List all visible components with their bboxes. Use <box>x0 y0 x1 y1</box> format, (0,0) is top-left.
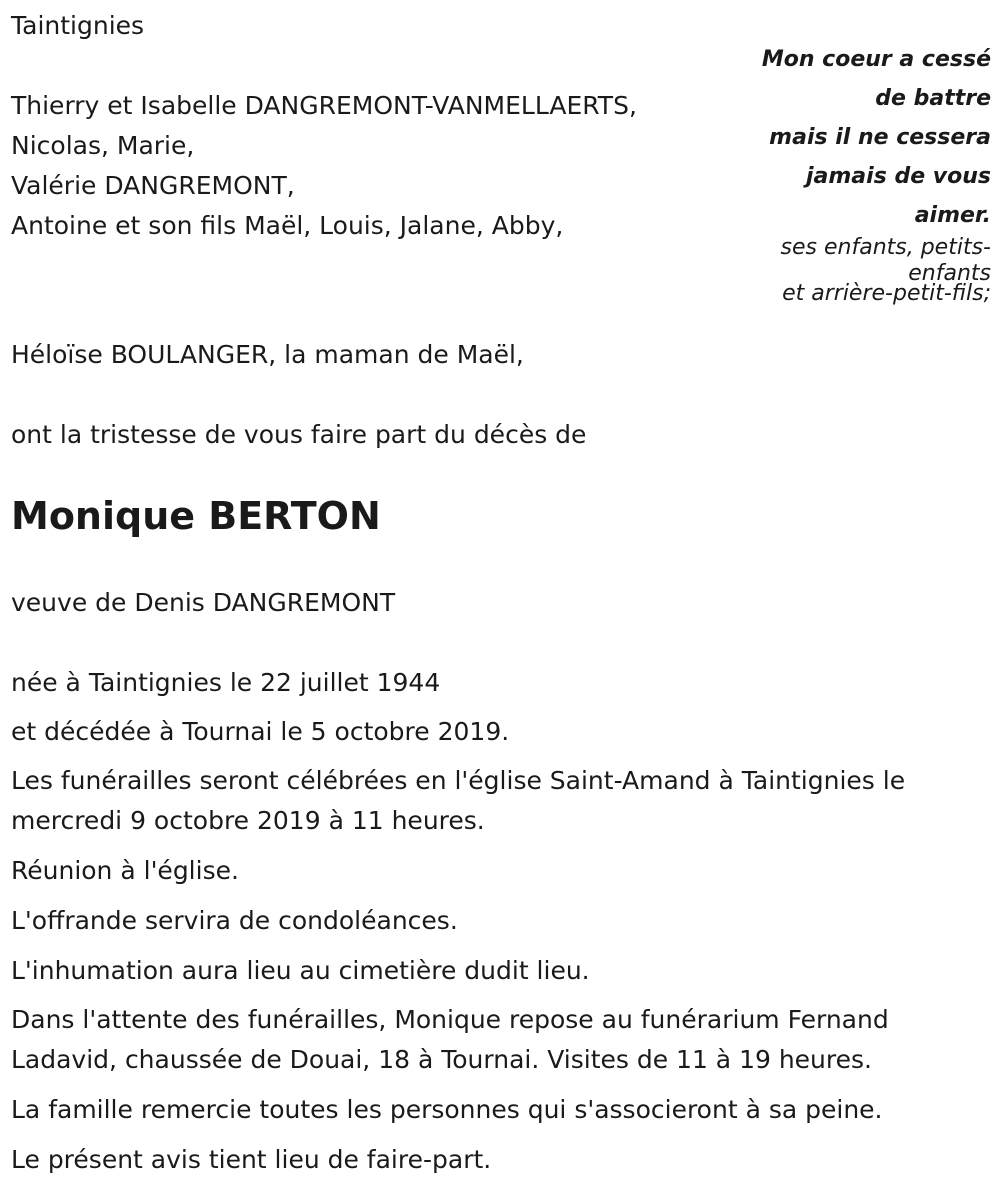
birth-info: née à Taintignies le 22 juillet 1944 <box>11 668 441 697</box>
offering-info: L'offrande servira de condoléances. <box>11 906 458 935</box>
closing-info: Le présent avis tient lieu de faire-part. <box>11 1145 492 1174</box>
quote-signature-2: et arrière-petit-fils; <box>782 281 991 306</box>
family-line-4: Antoine et son fils Maël, Louis, Jalane, Abby, <box>11 211 564 240</box>
rest-info: Dans l'attente des funérailles, Monique repose au funérarium Fernand Ladavid, chaussée de Douai, 18 à Tournai. Visites de 11 à 19 heures. <box>11 1005 889 1074</box>
family-line-2: Nicolas, Marie, <box>11 131 195 160</box>
family-line-3: Valérie DANGREMONT, <box>11 171 295 200</box>
burial-info: L'inhumation aura lieu au cimetière dudit lieu. <box>11 956 590 985</box>
heloise-line: Héloïse BOULANGER, la maman de Maël, <box>11 340 524 369</box>
death-info: et décédée à Tournai le 5 octobre 2019. <box>11 717 510 746</box>
announcement: ont la tristesse de vous faire part du décès de <box>11 420 587 449</box>
funeral-info: Les funérailles seront célébrées en l'église Saint-Amand à Taintignies le mercredi 9 octobre 2019 à 11 heures. <box>11 766 906 835</box>
quote-line-3: mais il ne cessera <box>769 125 991 150</box>
quote-line-1: Mon coeur a cessé <box>761 47 991 72</box>
meeting-info: Réunion à l'église. <box>11 856 239 885</box>
widow-of: veuve de Denis DANGREMONT <box>11 588 396 617</box>
quote-line-5: aimer. <box>914 203 991 228</box>
memorial-quote <box>721 40 991 307</box>
location: Taintignies <box>11 11 145 40</box>
family-line-1: Thierry et Isabelle DANGREMONT-VANMELLAERTS, <box>11 91 637 120</box>
quote-line-2: de battre <box>875 86 991 111</box>
thanks-info: La famille remercie toutes les personnes qui s'associeront à sa peine. <box>11 1095 883 1124</box>
quote-signature-1: ses enfants, petits-enfants <box>780 235 991 286</box>
deceased-name: Monique BERTON <box>11 494 381 538</box>
quote-line-4: jamais de vous <box>806 164 991 189</box>
